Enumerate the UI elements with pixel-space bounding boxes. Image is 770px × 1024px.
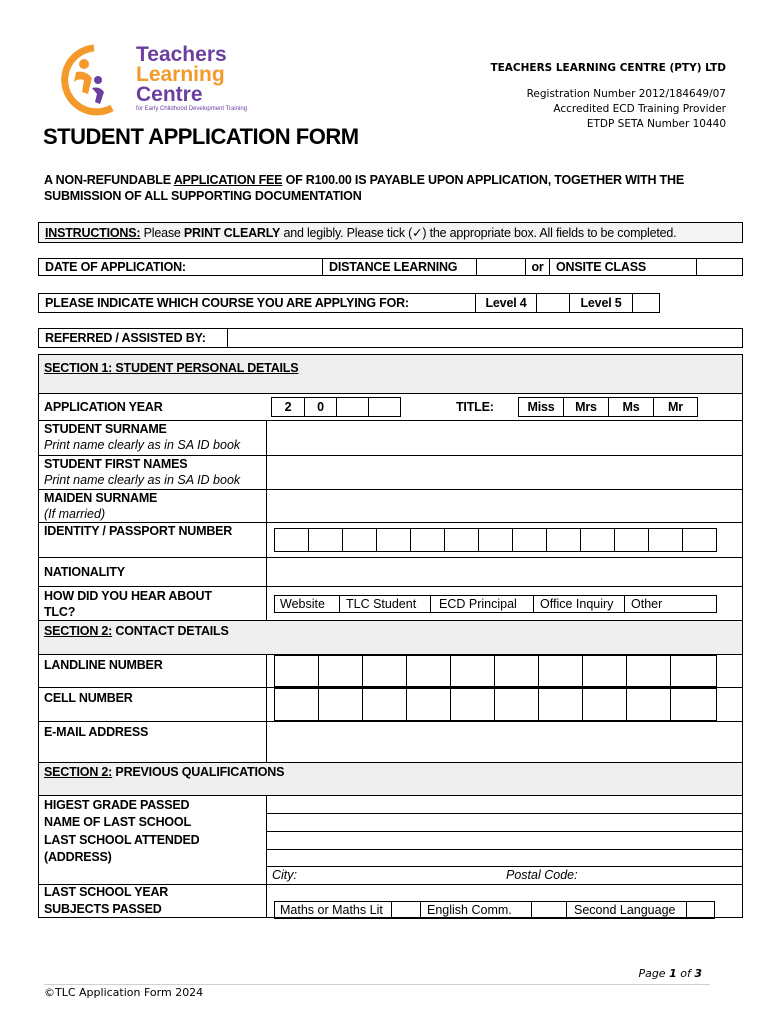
surname-input[interactable]: [267, 421, 742, 455]
landline-digit[interactable]: [450, 655, 495, 687]
year-digit-4[interactable]: [368, 397, 401, 417]
city-label: City:: [272, 868, 297, 882]
title-miss[interactable]: Miss: [518, 397, 564, 417]
page-number: Page 1 of 3: [638, 967, 702, 980]
hear-option-tlc-student[interactable]: TLC Student: [339, 595, 431, 613]
level4-checkbox[interactable]: [536, 293, 570, 313]
or-label: or: [525, 258, 550, 276]
id-digit[interactable]: [444, 528, 479, 552]
fee-notice: A NON-REFUNDABLE APPLICATION FEE OF R100.00 IS PAYABLE UPON APPLICATION, TOGETHER WITH THE SUBMISSION OF ALL SUPPORTING DOCUMENTATION: [44, 173, 684, 203]
instructions-box: INSTRUCTIONS: Please PRINT CLEARLY and legibly. Please tick (✓) the appropriate box. All fields to be completed.: [38, 222, 743, 243]
level4-label: Level 4: [475, 293, 537, 313]
subject-maths-checkbox[interactable]: [391, 901, 421, 919]
cell-digit[interactable]: [318, 688, 363, 721]
id-digit[interactable]: [308, 528, 343, 552]
id-digit[interactable]: [580, 528, 615, 552]
id-digit[interactable]: [274, 528, 309, 552]
section3-header: SECTION 2: PREVIOUS QUALIFICATIONS: [39, 762, 742, 796]
subject-second-language-checkbox[interactable]: [686, 901, 715, 919]
id-digit[interactable]: [342, 528, 377, 552]
id-digit[interactable]: [478, 528, 513, 552]
maiden-input[interactable]: [267, 490, 742, 522]
cell-digit[interactable]: [494, 688, 539, 721]
cell-digit[interactable]: [274, 688, 319, 721]
date-of-application[interactable]: DATE OF APPLICATION:: [38, 258, 323, 276]
logo-mark-icon: [54, 42, 134, 118]
company-name: TEACHERS LEARNING CENTRE (PTY) LTD: [490, 62, 726, 74]
year-digit-3[interactable]: [336, 397, 369, 417]
school-attended-label-1: LAST SCHOOL ATTENDED: [44, 833, 200, 847]
maiden-label: MAIDEN SURNAME: [44, 491, 158, 505]
distance-learning-label: DISTANCE LEARNING: [322, 258, 477, 276]
id-digit[interactable]: [546, 528, 581, 552]
title-mr[interactable]: Mr: [653, 397, 698, 417]
title-options: [518, 397, 698, 417]
highest-grade-label: HIGEST GRADE PASSED: [44, 798, 190, 812]
copyright: ©TLC Application Form 2024: [44, 986, 204, 999]
id-number-boxes: [274, 528, 717, 552]
landline-digit[interactable]: [626, 655, 671, 687]
email-label: E-MAIL ADDRESS: [44, 725, 149, 739]
surname-label: STUDENT SURNAME: [44, 422, 167, 436]
application-year-boxes: [271, 397, 401, 417]
first-names-label: STUDENT FIRST NAMES: [44, 457, 188, 471]
onsite-class-label: ONSITE CLASS: [549, 258, 697, 276]
id-digit[interactable]: [376, 528, 411, 552]
referred-label: REFERRED / ASSISTED BY:: [38, 328, 228, 348]
level5-label: Level 5: [569, 293, 633, 313]
title-ms[interactable]: Ms: [608, 397, 654, 417]
cell-number-label: CELL NUMBER: [44, 691, 133, 705]
onsite-class-checkbox[interactable]: [696, 258, 743, 276]
subject-english-checkbox[interactable]: [531, 901, 567, 919]
id-digit[interactable]: [410, 528, 445, 552]
logo-line1: Teachers: [136, 43, 227, 66]
hear-option-website[interactable]: Website: [274, 595, 339, 613]
subject-options: [274, 901, 715, 919]
subjects-passed-label: SUBJECTS PASSED: [44, 902, 162, 916]
email-input[interactable]: [267, 722, 742, 762]
subject-english[interactable]: English Comm.: [420, 901, 532, 919]
title-mrs[interactable]: Mrs: [563, 397, 609, 417]
section1-header: SECTION 1: STUDENT PERSONAL DETAILS: [39, 355, 742, 394]
school-name-input[interactable]: [267, 814, 742, 831]
maiden-hint: (If married): [44, 507, 106, 521]
logo-line3: Centre: [136, 83, 203, 106]
landline-digit[interactable]: [406, 655, 451, 687]
cell-number-boxes: [274, 688, 717, 721]
landline-digit[interactable]: [274, 655, 319, 687]
last-school-year-label: LAST SCHOOL YEAR: [44, 885, 169, 899]
school-name-label: NAME OF LAST SCHOOL: [44, 815, 191, 829]
logo-line2: Learning: [136, 63, 225, 86]
first-names-hint: Print name clearly as in SA ID book: [44, 473, 241, 487]
course-label: PLEASE INDICATE WHICH COURSE YOU ARE APPLYING FOR:: [38, 293, 476, 313]
id-digit[interactable]: [614, 528, 649, 552]
referred-input[interactable]: [227, 328, 743, 348]
date-row: [38, 258, 743, 276]
cell-digit[interactable]: [362, 688, 407, 721]
school-attended-label-2: (ADDRESS): [44, 850, 112, 864]
company-registration: Registration Number 2012/184649/07: [526, 88, 726, 100]
cell-digit[interactable]: [538, 688, 583, 721]
section2-header: SECTION 2: CONTACT DETAILS: [39, 620, 742, 655]
hear-about-label-2: TLC?: [44, 605, 76, 619]
landline-digit[interactable]: [494, 655, 539, 687]
id-digit[interactable]: [512, 528, 547, 552]
landline-digit[interactable]: [318, 655, 363, 687]
postal-code-label: Postal Code:: [506, 868, 578, 882]
cell-digit[interactable]: [450, 688, 495, 721]
id-digit[interactable]: [648, 528, 683, 552]
application-year-label: APPLICATION YEAR: [44, 400, 163, 414]
level5-checkbox[interactable]: [632, 293, 660, 313]
course-row: [38, 293, 743, 313]
instructions-emph: PRINT CLEARLY: [183, 226, 281, 240]
landline-digit[interactable]: [362, 655, 407, 687]
first-names-input[interactable]: [267, 456, 742, 489]
cell-digit[interactable]: [626, 688, 671, 721]
landline-digit[interactable]: [670, 655, 717, 687]
company-accreditation: Accredited ECD Training Provider: [553, 103, 726, 115]
nationality-label: NATIONALITY: [44, 565, 125, 579]
school-address-input[interactable]: [267, 832, 742, 849]
surname-hint: Print name clearly as in SA ID book: [44, 438, 241, 452]
hear-about-options: [274, 595, 717, 613]
year-digit-1[interactable]: 2: [271, 397, 305, 417]
landline-label: LANDLINE NUMBER: [44, 658, 163, 672]
instructions-label: INSTRUCTIONS:: [45, 226, 141, 240]
logo: [54, 42, 254, 118]
fee-notice-line2: SUBMISSION OF ALL SUPPORTING DOCUMENTATION: [44, 189, 362, 203]
company-seta: ETDP SETA Number 10440: [586, 118, 726, 130]
hear-option-office-inquiry[interactable]: Office Inquiry: [533, 595, 625, 613]
referred-row: [38, 328, 743, 348]
cell-digit[interactable]: [670, 688, 717, 721]
cell-digit[interactable]: [582, 688, 627, 721]
subject-second-language[interactable]: Second Language: [566, 901, 687, 919]
hear-about-label-1: HOW DID YOU HEAR ABOUT: [44, 589, 212, 603]
distance-learning-checkbox[interactable]: [476, 258, 526, 276]
fee-notice-underlined: APPLICATION FEE: [173, 173, 283, 187]
id-number-label: IDENTITY / PASSPORT NUMBER: [44, 524, 233, 538]
nationality-input[interactable]: [267, 558, 742, 586]
title-label: TITLE:: [456, 400, 494, 414]
subject-maths[interactable]: Maths or Maths Lit: [274, 901, 392, 919]
cell-digit[interactable]: [406, 688, 451, 721]
hear-option-ecd-principal[interactable]: ECD Principal: [430, 595, 534, 613]
form-title: STUDENT APPLICATION FORM: [43, 124, 359, 149]
landline-digit[interactable]: [582, 655, 627, 687]
year-digit-2[interactable]: 0: [304, 397, 337, 417]
id-digit[interactable]: [682, 528, 717, 552]
hear-option-other[interactable]: Other: [624, 595, 717, 613]
logo-tagline: for Early Childhood Development Training: [136, 106, 248, 112]
landline-digit[interactable]: [538, 655, 583, 687]
footer-divider: [44, 984, 710, 985]
highest-grade-input[interactable]: [267, 796, 742, 813]
landline-boxes: [274, 655, 717, 687]
